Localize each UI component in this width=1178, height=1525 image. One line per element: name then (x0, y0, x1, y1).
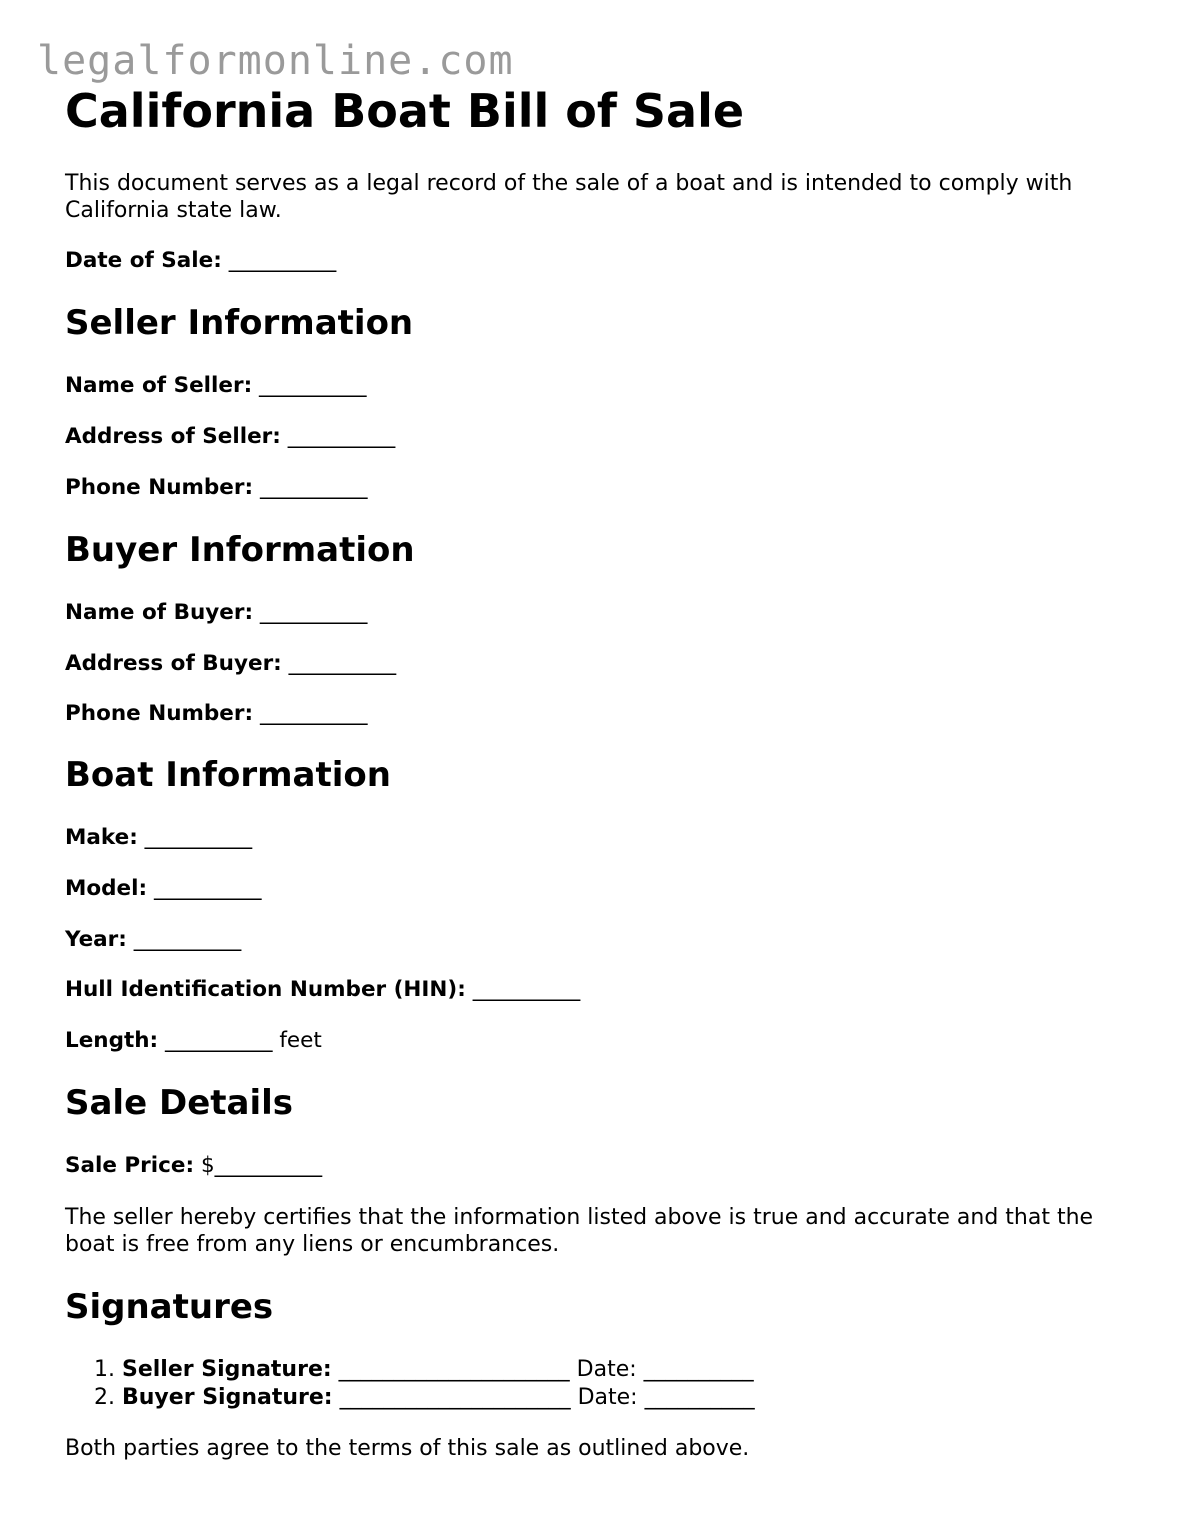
boat-make-field (65, 825, 252, 850)
seller-phone-field (65, 475, 367, 500)
seller-name-field (65, 373, 367, 398)
boat-hin-label: Hull Identification Number (HIN): (65, 977, 466, 1002)
boat-length-unit: feet (279, 1028, 322, 1053)
date-of-sale-field (65, 248, 336, 273)
boat-heading: Boat Information (65, 755, 391, 795)
buyer-date-label: Date: (577, 1385, 638, 1410)
boat-year-blank[interactable]: __________ (133, 927, 242, 952)
certification-paragraph: The seller hereby certifies that the information listed above is true and accurate and that the boat is free from any liens or encumbrances. (65, 1205, 1094, 1257)
boat-length-blank[interactable]: __________ (165, 1028, 273, 1053)
boat-model-label: Model: (65, 876, 148, 901)
seller-address-field (65, 424, 395, 449)
seller-signature-label: Seller Signature: (122, 1357, 332, 1382)
signatures-heading: Signatures (65, 1287, 274, 1327)
boat-year-field (65, 927, 241, 952)
seller-name-label: Name of Seller: (65, 373, 253, 398)
boat-make-label: Make: (65, 825, 138, 850)
boat-hin-blank[interactable]: __________ (472, 977, 581, 1002)
closing-statement: Both parties agree to the terms of this sale as outlined above. (65, 1436, 750, 1461)
buyer-name-blank[interactable]: __________ (259, 600, 368, 625)
seller-name-blank[interactable]: __________ (259, 373, 367, 398)
seller-signature-item (122, 1356, 755, 1384)
buyer-signature-blank[interactable]: _____________________ (339, 1385, 571, 1410)
buyer-name-label: Name of Buyer: (65, 600, 254, 625)
seller-phone-label: Phone Number: (65, 475, 254, 500)
boat-length-field (65, 1028, 322, 1053)
date-of-sale-label: Date of Sale: (65, 248, 222, 273)
buyer-signature-item (122, 1384, 755, 1412)
signature-list (65, 1356, 755, 1412)
seller-date-label: Date: (576, 1357, 637, 1382)
buyer-signature-label: Buyer Signature: (122, 1385, 333, 1410)
date-of-sale-blank[interactable]: __________ (228, 248, 337, 273)
seller-phone-blank[interactable]: __________ (259, 475, 368, 500)
buyer-address-label: Address of Buyer: (65, 651, 282, 676)
boat-make-blank[interactable]: __________ (144, 825, 253, 850)
intro-paragraph: This document serves as a legal record of the sale of a boat and is intended to comply with California state law. (65, 171, 1073, 223)
buyer-phone-field (65, 701, 367, 726)
sale-price-field (65, 1153, 322, 1178)
seller-heading: Seller Information (65, 303, 414, 343)
page-title: California Boat Bill of Sale (65, 84, 745, 138)
boat-year-label: Year: (65, 927, 127, 952)
boat-length-label: Length: (65, 1028, 159, 1053)
sale-price-label: Sale Price: (65, 1153, 195, 1178)
seller-address-label: Address of Seller: (65, 424, 281, 449)
sale-heading: Sale Details (65, 1083, 294, 1123)
sale-price-blank[interactable]: $__________ (200, 1153, 323, 1178)
boat-hin-field (65, 977, 580, 1002)
buyer-address-field (65, 651, 396, 676)
buyer-phone-blank[interactable]: __________ (259, 701, 368, 726)
buyer-address-blank[interactable]: __________ (288, 651, 397, 676)
watermark: legalformonline.com (37, 38, 514, 84)
buyer-date-blank[interactable]: __________ (644, 1385, 755, 1410)
boat-model-field (65, 876, 261, 901)
buyer-name-field (65, 600, 367, 625)
buyer-phone-label: Phone Number: (65, 701, 254, 726)
boat-model-blank[interactable]: __________ (153, 876, 262, 901)
seller-signature-blank[interactable]: _____________________ (338, 1357, 570, 1382)
buyer-heading: Buyer Information (65, 530, 415, 570)
seller-date-blank[interactable]: __________ (643, 1357, 754, 1382)
seller-address-blank[interactable]: __________ (287, 424, 396, 449)
